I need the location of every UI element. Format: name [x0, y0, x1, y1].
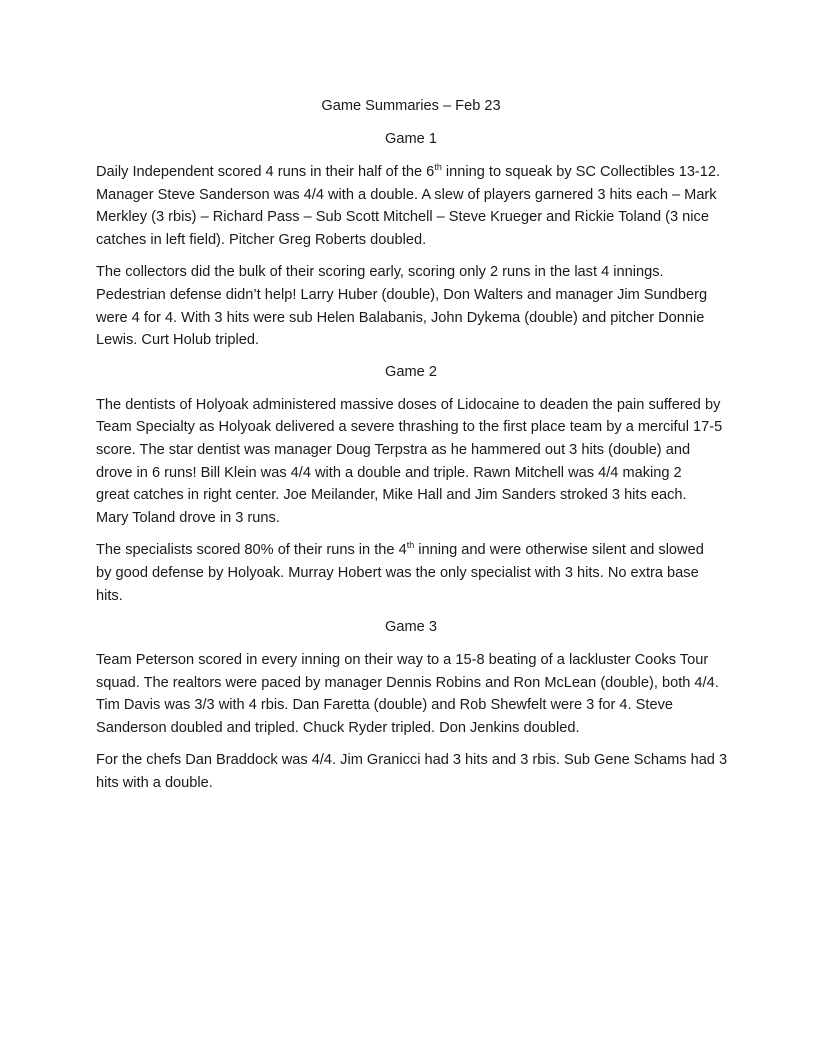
text-line: [96, 649, 726, 672]
line-text: For the chefs Dan Braddock was 4/4. Jim Granicci had 3 hits and 3 rbis. Sub Gene Schams had 3: [96, 752, 728, 769]
line-text-continued: inning and were otherwise silent and slowed: [414, 542, 704, 559]
text-line: [96, 694, 726, 717]
text-line: [96, 672, 726, 695]
text-line: [96, 717, 726, 740]
line-text: Tim Davis was 3/3 with 4 rbis. Dan Faretta (double) and Rob Shewfelt were 3 for 4. Steve: [96, 697, 673, 714]
text-line: [96, 284, 726, 307]
line-text: hits with a double.: [96, 775, 213, 792]
text-line: [96, 439, 726, 462]
line-text: The collectors did the bulk of their scoring early, scoring only 2 runs in the last 4 innings.: [96, 264, 664, 281]
text-line: [96, 585, 726, 608]
line-text-continued: inning to squeak by SC Collectibles 13-12.: [441, 164, 721, 180]
line-text: score. The star dentist was manager Doug Terpstra as he hammered out 3 hits (double) and: [96, 441, 691, 458]
line-text: The dentists of Holyoak administered massive doses of Lidocaine to deaden the pain suffered by: [96, 396, 721, 413]
text-line: [96, 161, 726, 184]
text-line: [96, 307, 726, 330]
text-line: [96, 261, 726, 284]
text-line: [96, 749, 726, 772]
text-line: [96, 562, 726, 585]
line-text: Manager Steve Sanderson was 4/4 with a double. A slew of players garnered 3 hits each – Mark: [96, 186, 717, 203]
text-line: [96, 184, 726, 207]
ordinal-suffix: th: [406, 540, 415, 551]
text-line: [96, 206, 726, 229]
text-line: [96, 484, 726, 507]
line-text: Pedestrian defense didn’t help! Larry Huber (double), Don Walters and manager Jim Sundberg: [96, 286, 708, 303]
ordinal-suffix: th: [434, 162, 442, 173]
line-text: catches in left field). Pitcher Greg Roberts doubled.: [96, 231, 427, 248]
line-text: hits.: [96, 587, 123, 604]
line-text: Merkley (3 rbis) – Richard Pass – Sub Scott Mitchell – Steve Krueger and Rickie Toland (3 nice: [96, 209, 709, 226]
line-text: The specialists scored 80% of their runs in the 4: [96, 542, 407, 559]
paragraph: [96, 649, 726, 739]
line-text: squad. The realtors were paced by manager Dennis Robins and Ron McLean (double), both 4/4.: [96, 674, 719, 691]
section-heading: Game 1: [385, 131, 437, 147]
line-text: Daily Independent scored 4 runs in their half of the 6: [96, 164, 435, 180]
text-line: [96, 416, 726, 439]
document-title: Game Summaries – Feb 23: [321, 98, 501, 114]
line-text: Lewis. Curt Holub tripled.: [96, 332, 260, 349]
text-line: [96, 462, 726, 485]
text-line: [96, 772, 726, 795]
text-line: [96, 329, 726, 352]
text-line: [96, 539, 726, 562]
paragraph: [96, 261, 726, 351]
text-line: [96, 394, 726, 417]
paragraph: [96, 161, 726, 251]
paragraph: [96, 539, 726, 607]
text-line: [96, 507, 726, 530]
paragraph: [96, 394, 726, 530]
line-text: were 4 for 4. With 3 hits were sub Helen Balabanis, John Dykema (double) and pitcher Donnie: [96, 309, 705, 326]
line-text: Team Peterson scored in every inning on their way to a 15-8 beating of a lackluster Cooks Tour: [96, 652, 709, 669]
document-body: [96, 129, 726, 795]
section-heading: Game 2: [385, 363, 437, 380]
line-text: drove in 6 runs! Bill Klein was 4/4 with a double and triple. Rawn Mitchell was 4/4 making 2: [96, 464, 682, 481]
line-text: Sanderson doubled and tripled. Chuck Ryder tripled. Don Jenkins doubled.: [96, 719, 580, 736]
line-text: by good defense by Holyoak. Murray Hobert was the only specialist with 3 hits. No extra base: [96, 564, 699, 581]
line-text: Mary Toland drove in 3 runs.: [96, 509, 280, 526]
line-text: great catches in right center. Joe Meilander, Mike Hall and Jim Sanders stroked 3 hits each.: [96, 487, 687, 504]
text-line: [96, 229, 726, 252]
document-page: [96, 96, 726, 805]
line-text: Team Specialty as Holyoak delivered a severe thrashing to the first place team by a merciful 17-5: [96, 419, 723, 436]
paragraph: [96, 749, 726, 794]
section-heading: Game 3: [385, 619, 437, 636]
